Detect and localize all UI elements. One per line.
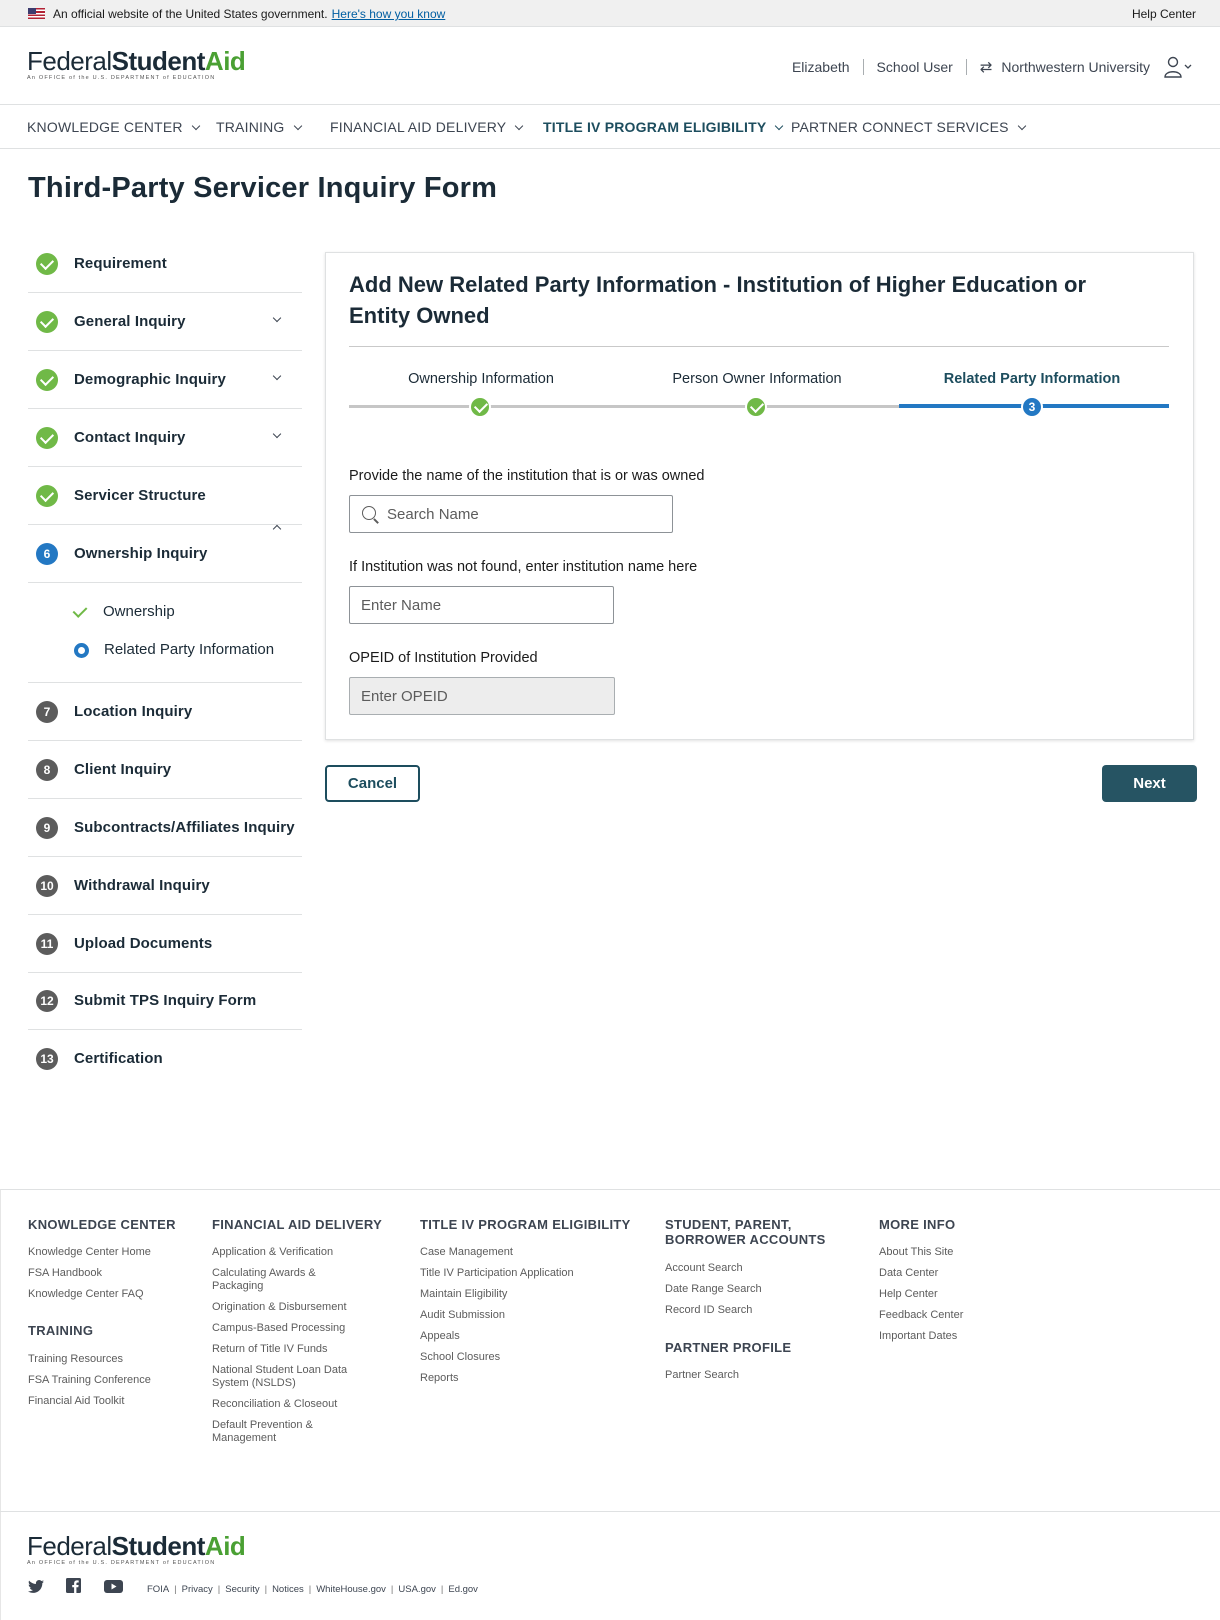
user-account-menu[interactable] xyxy=(1164,56,1194,78)
footer-fsa-logo[interactable]: FederalStudentAid An OFFICE of the U.S. DEPARTMENT of EDUCATION xyxy=(27,1531,246,1566)
page-title: Third-Party Servicer Inquiry Form xyxy=(28,172,498,204)
help-center-link[interactable]: Help Center xyxy=(1131,7,1196,21)
footer-link[interactable]: Origination & Disbursement xyxy=(212,1301,347,1313)
footer-link[interactable]: Default Prevention & Management xyxy=(212,1419,313,1444)
chevron-down-icon xyxy=(191,122,199,130)
user-area xyxy=(792,56,1194,78)
twitter-icon[interactable] xyxy=(28,1580,44,1593)
card-title: Add New Related Party Information - Institution of Higher Education or Entity Owned xyxy=(349,272,1087,328)
site-header xyxy=(0,27,1220,105)
step-current-badge: 3 xyxy=(1021,396,1043,418)
footer-link[interactable]: Maintain Eligibility xyxy=(420,1288,508,1300)
footer-link[interactable]: Training Resources xyxy=(28,1353,123,1365)
footer-link[interactable]: Reconciliation & Closeout xyxy=(212,1398,338,1410)
footer-link[interactable]: Record ID Search xyxy=(665,1304,753,1316)
sidebar-item-general-inquiry[interactable]: General Inquiry xyxy=(28,293,302,351)
footer-link[interactable]: FSA Handbook xyxy=(28,1267,102,1279)
institution-name-input[interactable] xyxy=(349,586,614,624)
gov-banner-text: An official website of the United States government. xyxy=(53,7,328,21)
step-number-badge: 7 xyxy=(36,701,58,723)
institution-search-input[interactable] xyxy=(349,495,673,533)
step-label-related-party: Related Party Information xyxy=(943,371,1121,387)
footer-link[interactable]: Account Search xyxy=(665,1262,743,1274)
footer-link[interactable]: Date Range Search xyxy=(665,1283,762,1295)
user-role: School User xyxy=(876,59,953,75)
footer-link[interactable]: Help Center xyxy=(879,1288,938,1300)
footer-link[interactable]: Data Center xyxy=(879,1267,939,1279)
footer-link[interactable]: Title IV Participation Application xyxy=(420,1267,574,1279)
step-complete-icon xyxy=(745,396,767,418)
institution-search-label: Provide the name of the institution that is or was owned xyxy=(349,468,705,484)
next-button[interactable]: Next xyxy=(1102,765,1197,802)
footer-link[interactable]: Knowledge Center FAQ xyxy=(28,1288,144,1300)
footer-heading: TRAINING xyxy=(28,1323,94,1338)
sidebar-subitem-related-party[interactable]: Related Party Information xyxy=(104,641,275,658)
chevron-down-icon[interactable] xyxy=(273,314,281,322)
footer-link[interactable]: Feedback Center xyxy=(879,1309,964,1321)
step-label-ownership: Ownership Information xyxy=(408,371,554,387)
related-party-card xyxy=(325,252,1194,740)
footer-link[interactable]: Knowledge Center Home xyxy=(28,1246,151,1258)
user-icon xyxy=(1164,56,1194,78)
nav-financial-aid-delivery[interactable]: FINANCIAL AID DELIVERY xyxy=(330,119,522,135)
main-nav xyxy=(0,106,1220,149)
checkmark-icon xyxy=(73,603,88,618)
footer-link[interactable]: Reports xyxy=(420,1372,459,1384)
fsa-logo[interactable]: FederalStudentAid An OFFICE of the U.S. DEPARTMENT of EDUCATION xyxy=(27,46,246,81)
footer-link[interactable]: About This Site xyxy=(879,1246,954,1258)
footer-link[interactable]: Campus-Based Processing xyxy=(212,1322,346,1334)
sidebar-item-contact-inquiry[interactable]: Contact Inquiry xyxy=(28,409,302,467)
current-step-radio-icon xyxy=(74,643,89,658)
legal-link-notices[interactable]: Notices xyxy=(272,1584,304,1595)
chevron-down-icon xyxy=(515,122,523,130)
step-number-badge: 11 xyxy=(36,933,58,955)
footer-link[interactable]: Appeals xyxy=(420,1330,460,1342)
footer-link[interactable]: Calculating Awards & Packaging xyxy=(212,1267,316,1292)
footer-link[interactable]: Application & Verification xyxy=(212,1246,334,1258)
sidebar-item-demographic-inquiry[interactable]: Demographic Inquiry xyxy=(28,351,302,409)
footer-link[interactable]: Financial Aid Toolkit xyxy=(28,1395,125,1407)
sidebar-item-requirement[interactable]: Requirement xyxy=(28,235,302,293)
chevron-down-icon[interactable] xyxy=(273,372,281,380)
step-number-badge: 12 xyxy=(36,990,58,1012)
step-label-person-owner: Person Owner Information xyxy=(672,371,842,387)
step-number-badge: 10 xyxy=(36,875,58,897)
footer-heading: PARTNER PROFILE xyxy=(665,1340,792,1355)
sidebar-item-upload-documents[interactable]: 11 Upload Documents xyxy=(28,915,302,973)
footer-link[interactable]: FSA Training Conference xyxy=(28,1374,151,1386)
footer-link[interactable]: Return of Title IV Funds xyxy=(212,1343,328,1355)
chevron-down-icon xyxy=(775,122,783,130)
footer-heading: FINANCIAL AID DELIVERY xyxy=(212,1217,383,1232)
cancel-button[interactable]: Cancel xyxy=(325,765,420,802)
sidebar-item-servicer-structure[interactable]: Servicer Structure xyxy=(28,467,302,525)
nav-knowledge-center[interactable]: KNOWLEDGE CENTER xyxy=(27,119,199,135)
footer-link[interactable]: School Closures xyxy=(420,1351,501,1363)
footer-heading: STUDENT, PARENT, BORROWER ACCOUNTS xyxy=(665,1217,826,1247)
footer-heading: KNOWLEDGE CENTER xyxy=(28,1217,176,1232)
step-number-badge: 8 xyxy=(36,759,58,781)
opeid-label: OPEID of Institution Provided xyxy=(349,650,538,666)
sidebar-item-subcontracts-inquiry[interactable]: 9 Subcontracts/Affiliates Inquiry xyxy=(28,799,302,857)
youtube-icon[interactable] xyxy=(104,1580,123,1593)
legal-link-security[interactable]: Security xyxy=(225,1584,260,1595)
footer-link[interactable]: Audit Submission xyxy=(420,1309,505,1321)
gov-banner-link[interactable]: Here's how you know xyxy=(331,7,446,21)
check-circle-icon xyxy=(36,369,58,391)
footer-heading: MORE INFO xyxy=(879,1217,956,1232)
step-complete-icon xyxy=(469,396,491,418)
sidebar-item-submit-tps[interactable]: 12 Submit TPS Inquiry Form xyxy=(28,972,302,1030)
check-circle-icon xyxy=(36,253,58,275)
sidebar-item-certification[interactable]: 13 Certification xyxy=(28,1030,302,1088)
legal-link-edgov[interactable]: Ed.gov xyxy=(448,1584,478,1595)
footer-heading: TITLE IV PROGRAM ELIGIBILITY xyxy=(420,1217,631,1232)
check-circle-icon xyxy=(36,311,58,333)
school-name[interactable]: Northwestern University xyxy=(1001,59,1150,75)
sidebar-item-withdrawal-inquiry[interactable]: 10 Withdrawal Inquiry xyxy=(28,857,302,915)
nav-training[interactable]: TRAINING xyxy=(216,119,301,135)
sidebar-item-location-inquiry[interactable]: 7 Location Inquiry xyxy=(28,683,302,741)
footer-link[interactable]: Important Dates xyxy=(879,1330,958,1342)
footer-link[interactable]: National Student Loan Data System (NSLDS) xyxy=(212,1364,348,1389)
sidebar-subitem-ownership[interactable]: Ownership xyxy=(103,603,175,620)
search-icon xyxy=(362,506,376,520)
legal-link-usagov[interactable]: USA.gov xyxy=(398,1584,436,1595)
step-number-badge: 13 xyxy=(36,1048,58,1070)
sidebar-item-ownership-inquiry[interactable]: 6 Ownership Inquiry xyxy=(28,525,302,583)
facebook-icon[interactable] xyxy=(66,1578,81,1593)
chevron-up-icon[interactable] xyxy=(273,525,281,533)
nav-title-iv-eligibility[interactable]: TITLE IV PROGRAM ELIGIBILITY xyxy=(543,119,782,135)
sidebar-item-client-inquiry[interactable]: 8 Client Inquiry xyxy=(28,741,302,799)
chevron-down-icon xyxy=(1017,122,1025,130)
legal-links: FOIA | Privacy | Security | Notices | WhiteHouse.gov | USA.gov | Ed.gov xyxy=(147,1584,478,1595)
opeid-input xyxy=(349,677,615,715)
switch-school-icon[interactable]: ⇄ xyxy=(979,59,993,76)
legal-link-foia[interactable]: FOIA xyxy=(147,1584,170,1595)
footer-link[interactable]: Partner Search xyxy=(665,1369,739,1381)
gov-banner xyxy=(0,0,1220,27)
chevron-down-icon xyxy=(293,122,301,130)
chevron-down-icon[interactable] xyxy=(273,430,281,438)
step-number-badge: 9 xyxy=(36,817,58,839)
legal-link-whitehouse[interactable]: WhiteHouse.gov xyxy=(316,1584,386,1595)
check-circle-icon xyxy=(36,485,58,507)
step-number-badge: 6 xyxy=(36,543,58,565)
footer-link[interactable]: Case Management xyxy=(420,1246,513,1258)
nav-partner-connect[interactable]: PARTNER CONNECT SERVICES xyxy=(791,119,1025,135)
legal-link-privacy[interactable]: Privacy xyxy=(181,1584,213,1595)
user-name: Elizabeth xyxy=(791,59,850,75)
institution-name-label: If Institution was not found, enter institution name here xyxy=(349,559,698,575)
us-flag-icon xyxy=(28,8,45,19)
check-circle-icon xyxy=(36,427,58,449)
